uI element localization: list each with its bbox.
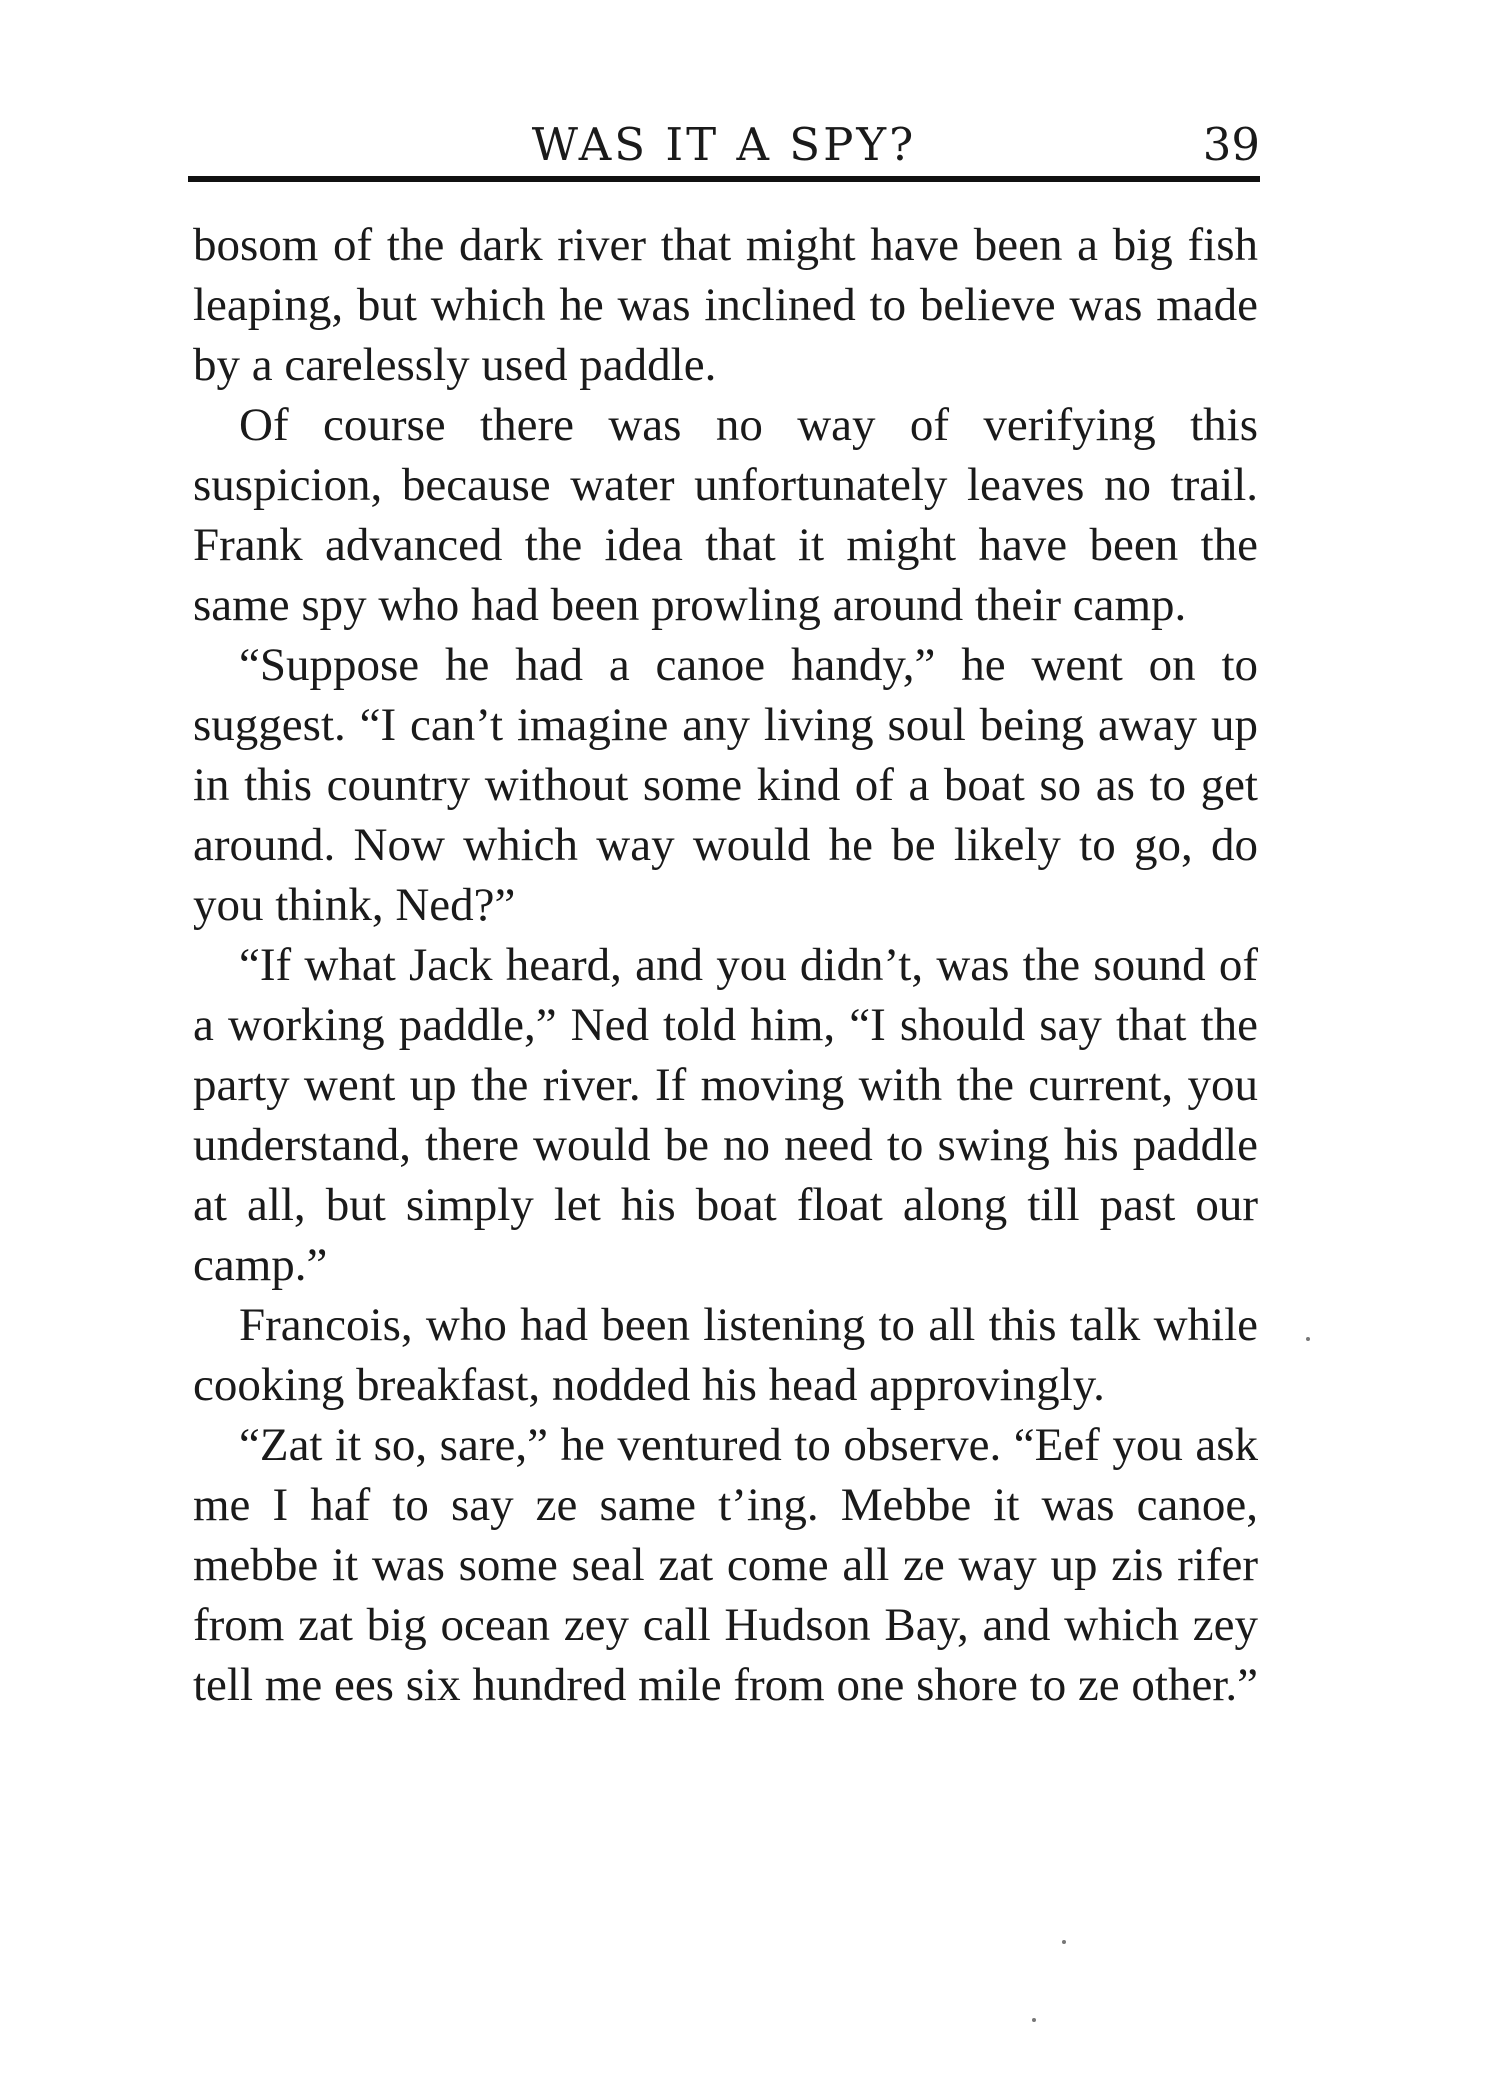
- header-rule: [188, 176, 1260, 182]
- paragraph-ned-reply: “If what Jack heard, and you didn’t, was the sound of a working paddle,” Ned told him, “I should say that the party went up the river. If moving with the current, you understand, there would be no need to swing his paddle at all, but simply let his boat float along till past our camp.”: [193, 939, 1258, 1291]
- paragraph-francois-nods: Francois, who had been listening to all this talk while cooking breakfast, nodded his head approvingly.: [193, 1299, 1258, 1411]
- paper-speck: [1306, 1337, 1310, 1341]
- paper-speck: [1062, 1940, 1066, 1944]
- page-body: [193, 215, 1258, 1715]
- page-number: 39: [1202, 118, 1260, 171]
- running-title: WAS IT A SPY?: [531, 118, 917, 171]
- paragraph-verifying-suspicion: Of course there was no way of verifying this suspicion, because water unfortunately leaves no trail. Frank advanced the idea that it might have been the same spy who had been prowling around their camp.: [193, 399, 1258, 631]
- paragraph-frank-canoe: “Suppose he had a canoe handy,” he went on to suggest. “I can’t imagine any living soul being away up in this country without some kind of a boat so as to get around. Now which way would he be likely to go, do you think, Ned?”: [193, 639, 1258, 931]
- paragraph-continued: bosom of the dark river that might have been a big fish leaping, but which he was inclined to believe was made by a carelessly used paddle.: [193, 219, 1258, 391]
- paragraph-francois-speech: “Zat it so, sare,” he ventured to observe. “Eef you ask me I haf to say ze same t’ing. Mebbe it was canoe, mebbe it was some seal zat come all ze way up zis rifer from zat big ocean zey call Hudson Bay, and which zey tell me ees six hundred mile from one shore to ze other.”: [193, 1419, 1259, 1711]
- paper-speck: [1032, 2018, 1036, 2022]
- page-header: [188, 118, 1260, 182]
